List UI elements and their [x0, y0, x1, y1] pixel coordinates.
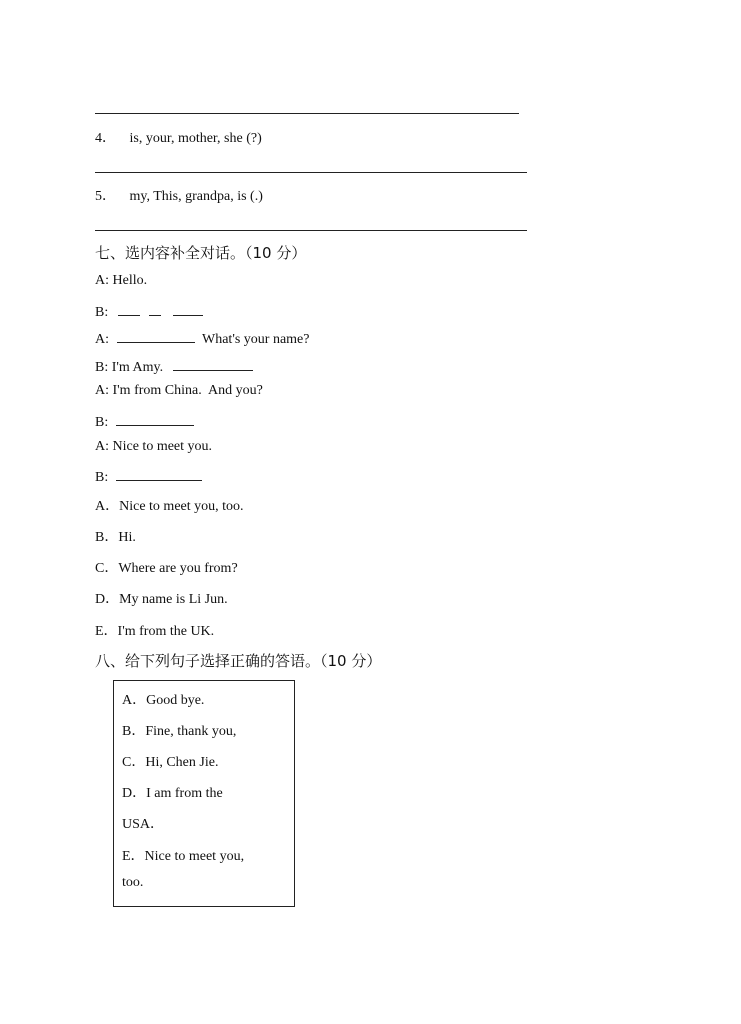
answer-blank[interactable]: [117, 328, 195, 343]
dialogue-line-6: [95, 411, 194, 431]
dialogue-line-3: [95, 328, 309, 348]
option-b: B．Hi.: [95, 530, 136, 545]
answer-line-3[interactable]: [95, 113, 519, 114]
item-words: my, This, grandpa, is (.): [129, 189, 263, 204]
answer-option-c: C．Hi, Chen Jie.: [122, 755, 219, 770]
dialogue-text: Nice to meet you.: [112, 439, 213, 454]
answer-option-e: E．Nice to meet you,: [122, 849, 245, 864]
speaker: B:: [95, 305, 109, 320]
dialogue-line-4: [95, 356, 253, 376]
dialogue-line-5: [95, 383, 263, 399]
option-c: C．Where are you from?: [95, 561, 238, 576]
answer-line-4[interactable]: [95, 172, 527, 173]
section-7-title: 七、选内容补全对话。（10 分）: [95, 244, 307, 262]
item-number: 5．: [95, 189, 116, 204]
dialogue-line-1: [95, 273, 147, 289]
answer-options-box: [113, 680, 295, 907]
answer-option-a: A．Good bye.: [122, 693, 205, 708]
reorder-item-4: [95, 127, 262, 147]
speaker: A:: [95, 332, 109, 347]
option-d: D．My name is Li Jun.: [95, 592, 228, 607]
option-a: A．Nice to meet you, too.: [95, 499, 244, 514]
speaker: A:: [95, 273, 109, 288]
dialogue-line-2: [95, 301, 203, 321]
dialogue-text: I'm from China. And you?: [112, 383, 263, 398]
speaker: B:: [95, 360, 109, 375]
speaker: B:: [95, 415, 109, 430]
speaker: B:: [95, 470, 109, 485]
option-e: E．I'm from the UK.: [95, 624, 215, 639]
answer-option-d: D．I am from the: [122, 786, 223, 801]
answer-blank[interactable]: [173, 301, 203, 316]
dialogue-line-8: [95, 466, 202, 486]
answer-blank[interactable]: [149, 301, 161, 316]
answer-option-b: B．Fine, thank you,: [122, 724, 237, 739]
speaker: A:: [95, 383, 109, 398]
answer-blank[interactable]: [173, 356, 253, 371]
answer-line-5[interactable]: [95, 230, 527, 231]
speaker: A:: [95, 439, 109, 454]
dialogue-text: Hello.: [112, 273, 148, 288]
dialogue-text: What's your name?: [202, 332, 310, 347]
item-words: is, your, mother, she (?): [129, 131, 262, 146]
answer-blank[interactable]: [116, 411, 194, 426]
answer-blank[interactable]: [116, 466, 202, 481]
answer-option-d-cont: USA．: [122, 817, 165, 832]
dialogue-line-7: [95, 439, 212, 455]
answer-option-e-cont: too.: [122, 875, 144, 890]
item-number: 4．: [95, 131, 116, 146]
dialogue-text: I'm Amy.: [111, 360, 164, 375]
answer-blank[interactable]: [118, 301, 140, 316]
reorder-item-5: [95, 185, 263, 205]
section-8-title: 八、给下列句子选择正确的答语。（10 分）: [95, 652, 382, 670]
